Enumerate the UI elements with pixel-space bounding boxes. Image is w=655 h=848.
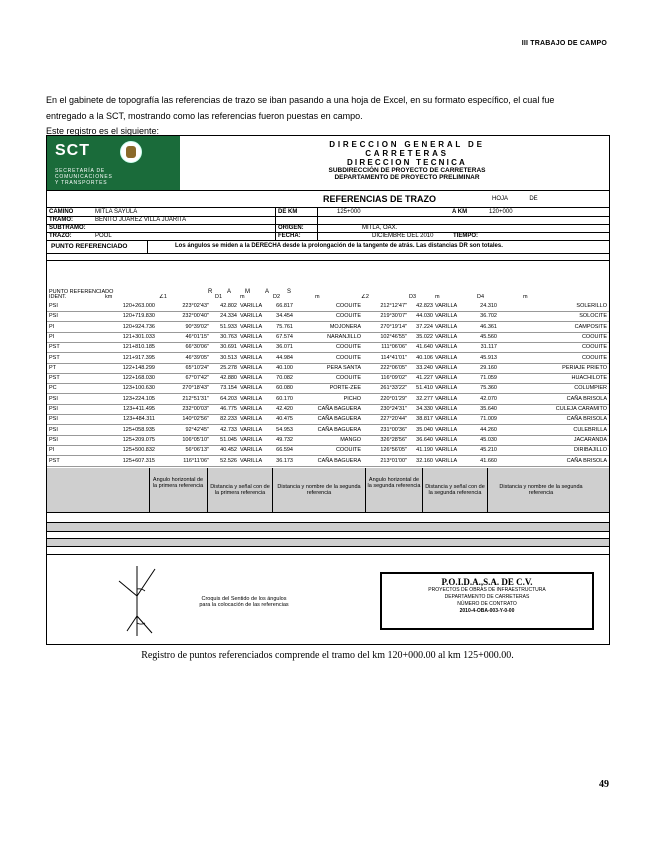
table-cell: VARILLA xyxy=(435,406,458,412)
akm-label: A KM xyxy=(452,209,468,215)
table-cell: 212°51'31" xyxy=(182,395,209,402)
table-cell: 126°56'05" xyxy=(380,447,407,454)
table-cell: 24.334 xyxy=(220,313,237,320)
subtramo-label: SUBTRAMO: xyxy=(49,225,86,231)
table-cell: 46.775 xyxy=(220,406,237,412)
table-cell: PSI xyxy=(49,426,58,433)
table-cell: 270°19'14" xyxy=(380,323,407,330)
col-head-r: R xyxy=(208,289,213,295)
table-cell: COOUITE xyxy=(581,333,607,340)
table-cell: 90°39'02" xyxy=(185,323,209,330)
table-cell: PERA SANTA xyxy=(326,364,361,371)
table-cell: 125+607.315 xyxy=(122,457,155,464)
camino-label: CAMINO xyxy=(49,209,74,215)
stamp-line-3: NÚMERO DE CONTRATO xyxy=(457,601,517,607)
table-cell: PSI xyxy=(49,406,58,412)
table-cell: HUACHILOTE xyxy=(571,375,607,382)
stamp-line-1: PROYECTOS DE OBRAS DE INFRAESTRUCTURA xyxy=(428,587,546,593)
table-cell: VARILLA xyxy=(240,395,263,402)
table-cell: COOUITE xyxy=(335,313,361,320)
table-cell: COOUITE xyxy=(581,344,607,351)
table-cell: VARILLA xyxy=(435,303,458,309)
table-cell: PI xyxy=(49,447,55,454)
table-cell: 25.278 xyxy=(220,364,237,371)
table-cell: 46°01'15" xyxy=(185,333,209,340)
table-row xyxy=(47,365,609,374)
table-cell: 45.560 xyxy=(480,333,497,340)
table-row xyxy=(47,324,609,333)
table-header-cell: m xyxy=(315,294,320,300)
table-cell: 42.070 xyxy=(480,395,497,402)
table-cell: NARANJILLO xyxy=(327,333,361,340)
sct-subtitle-line: Y TRANSPORTES xyxy=(55,180,108,186)
table-row xyxy=(47,355,609,364)
table-cell: PERIAJE PRIETO xyxy=(562,364,607,371)
table-cell: 232°00'40" xyxy=(182,313,209,320)
table-cell: 111°06'06" xyxy=(381,344,407,351)
table-cell: PST xyxy=(49,344,60,351)
table-cell: VARILLA xyxy=(435,333,458,340)
table-cell: VARILLA xyxy=(240,457,263,464)
table-header-cell: km xyxy=(105,294,113,300)
table-row xyxy=(47,427,609,436)
table-cell: 45.210 xyxy=(480,447,497,454)
company-stamp xyxy=(380,572,594,630)
table-cell: DIRIBAJILLO xyxy=(573,447,607,454)
sct-banner xyxy=(47,136,180,190)
table-cell: 219°30'07" xyxy=(380,313,407,320)
table-cell: CULEBRILLA xyxy=(573,426,607,433)
table-cell: VARILLA xyxy=(435,385,458,392)
sct-logo: SCT xyxy=(55,142,90,159)
table-cell: 32.160 xyxy=(416,457,433,464)
table-cell: PSI xyxy=(49,313,58,320)
table-cell: VARILLA xyxy=(240,344,263,351)
table-cell: COOUITE xyxy=(335,375,361,382)
table-cell: VARILLA xyxy=(435,375,458,382)
table-header-cell: D4 xyxy=(477,294,485,300)
table-cell: 40.452 xyxy=(220,447,237,454)
table-header-cell: D2 xyxy=(273,294,281,300)
table-row xyxy=(47,447,609,456)
table-cell: COOUITE xyxy=(581,354,607,361)
trazo-value: POOL xyxy=(95,233,112,239)
table-cell: 123+224.105 xyxy=(122,395,155,402)
table-header-cell: ∠1 xyxy=(159,294,167,300)
table-cell: 213°01'00" xyxy=(380,457,407,464)
camino-value: MITLA SAYULA xyxy=(95,209,138,215)
table-cell: 122+168.030 xyxy=(122,375,155,382)
table-header-cell: m xyxy=(240,294,245,300)
table-cell: 36.173 xyxy=(276,457,293,464)
table-cell: 54.953 xyxy=(276,426,293,433)
title-2: DIRECCION TECNICA xyxy=(346,158,468,167)
table-cell: 32.277 xyxy=(416,395,433,402)
table-cell: 51.410 xyxy=(416,385,433,392)
table-header-cell: D1 xyxy=(215,294,223,300)
angles-note: Los ángulos se miden a la DERECHA desde la prolongación de la tangente de atrás. Las distancias DR son totales. xyxy=(175,243,503,249)
table-cell: 326°28'56" xyxy=(380,436,407,443)
form-titles xyxy=(292,140,522,181)
table-cell: 42.880 xyxy=(220,375,237,382)
table-cell: 37.224 xyxy=(416,323,433,330)
table-cell: VARILLA xyxy=(435,395,458,402)
table-cell: COOUITE xyxy=(335,303,361,309)
table-cell: VARILLA xyxy=(240,354,263,361)
table-cell: 35.022 xyxy=(416,333,433,340)
table-cell: 73.154 xyxy=(220,385,237,392)
table-cell: 116°11'06" xyxy=(183,457,209,464)
table-cell: CAÑA BAGUERA xyxy=(317,457,361,464)
table-cell: VARILLA xyxy=(435,436,458,443)
table-cell: PST xyxy=(49,375,60,382)
table-cell: 41.640 xyxy=(416,344,433,351)
mexico-seal-icon xyxy=(120,141,142,163)
intro-line-2: entregado a la SCT, mostrando como las referencias fueron puestas en campo. xyxy=(46,110,363,121)
table-cell: 123+411.495 xyxy=(123,406,155,412)
table-cell: 92°42'45" xyxy=(185,426,209,433)
table-header-cell: m xyxy=(523,294,528,300)
table-cell: 49.732 xyxy=(276,436,293,443)
table-cell: 220°01'29" xyxy=(380,395,407,402)
table-cell: VARILLA xyxy=(435,457,458,464)
table-cell: CAÑA BAGUERA xyxy=(317,406,361,412)
table-cell: 45.913 xyxy=(480,354,497,361)
table-cell: 35.040 xyxy=(416,426,433,433)
table-cell: SOLOCITE xyxy=(579,313,607,320)
table-cell: 122+148.299 xyxy=(122,364,155,371)
table-cell: 34.454 xyxy=(276,313,293,320)
table-cell: PSI xyxy=(49,303,58,309)
table-cell: 45.030 xyxy=(480,436,497,443)
table-header-row xyxy=(47,294,609,302)
trazo-label: TRAZO: xyxy=(49,233,72,239)
table-cell: 40.100 xyxy=(276,364,293,371)
table-row xyxy=(47,406,609,415)
col-head-a2: A xyxy=(265,289,270,295)
table-header-cell: IDENT. xyxy=(49,294,67,300)
table-cell: 67°07'42" xyxy=(185,375,209,382)
table-cell: 125+500.832 xyxy=(122,447,155,454)
table-cell: 41.190 xyxy=(416,447,433,454)
table-cell: 212°12'47" xyxy=(380,303,407,309)
table-cell: CAÑA BRISOLA xyxy=(566,395,607,402)
hoja-field xyxy=(492,196,538,202)
table-cell: 232°00'03" xyxy=(182,406,209,412)
tramo-label: TRAMO: xyxy=(49,217,73,223)
table-cell: PSI xyxy=(49,436,58,443)
table-cell: VARILLA xyxy=(240,364,263,371)
table-row xyxy=(47,458,609,467)
table-cell: 125+209.075 xyxy=(122,436,155,443)
table-cell: VARILLA xyxy=(240,426,263,433)
table-cell: 36.702 xyxy=(480,313,497,320)
table-cell: VARILLA xyxy=(240,436,263,443)
caption-name-1: Distancia y nombre de la segunda referencia xyxy=(277,484,361,496)
table-row xyxy=(47,344,609,353)
table-cell: 270°18'43" xyxy=(182,385,209,392)
table-cell: 51.933 xyxy=(220,323,237,330)
origen-value: MITLA, OAX. xyxy=(362,225,398,231)
fecha-label: FECHA: xyxy=(278,233,301,239)
table-cell: 33.240 xyxy=(416,364,433,371)
table-row xyxy=(47,416,609,425)
punto-referenciado-label: PUNTO REFERENCIADO xyxy=(51,243,128,250)
table-cell: 38.817 xyxy=(416,416,433,423)
table-cell: VARILLA xyxy=(435,426,458,433)
table-cell: VARILLA xyxy=(240,385,263,392)
table-cell: VARILLA xyxy=(435,447,458,454)
table-cell: 261°33'22" xyxy=(380,385,407,392)
table-cell: VARILLA xyxy=(240,416,263,423)
table-cell: 36.640 xyxy=(416,436,433,443)
table-cell: 121+917.395 xyxy=(122,354,155,361)
table-cell: 31.117 xyxy=(480,344,497,351)
sketch-note-line-1: Croquis del Sentido de los ángulos xyxy=(201,596,287,602)
table-cell: VARILLA xyxy=(240,406,263,412)
table-cell: 102°46'55" xyxy=(380,333,407,340)
table-cell: 125+058.935 xyxy=(122,426,155,433)
table-cell: 44.030 xyxy=(416,313,433,320)
table-cell: PT xyxy=(49,364,57,371)
table-cell: VARILLA xyxy=(240,447,263,454)
table-cell: 30.691 xyxy=(220,344,237,351)
table-cell: VARILLA xyxy=(240,333,263,340)
caption-distance-1: Distancia y señal con de la primera referencia xyxy=(210,484,270,496)
table-cell: 46.361 xyxy=(480,323,497,330)
de-label: DE xyxy=(529,196,538,202)
caption-name-2: Distancia y nombre de la segunda referencia xyxy=(499,484,583,496)
caption-distance-2: Distancia y señal con de la segunda referencia xyxy=(425,484,485,496)
table-cell: 230°24'31" xyxy=(380,406,407,412)
table-cell: COOUITE xyxy=(335,354,361,361)
angle-sketch-diagram xyxy=(107,561,187,641)
sct-subtitle-line: COMUNICACIONES xyxy=(55,174,113,180)
table-row xyxy=(47,437,609,446)
table-cell: 70.082 xyxy=(276,375,293,382)
caption-angle-1: Angulo horizontal de la primera referencia xyxy=(152,477,204,489)
table-row xyxy=(47,396,609,405)
table-cell: 41.660 xyxy=(480,457,497,464)
table-cell: 223°02'43" xyxy=(182,303,209,309)
stamp-name: P.O.I.D.A.,S.A. DE C.V. xyxy=(441,577,533,587)
table-cell: 67.574 xyxy=(276,333,293,340)
table-cell: 42.420 xyxy=(276,406,293,412)
table-cell: 71.059 xyxy=(480,375,497,382)
table-cell: 82.233 xyxy=(220,416,237,423)
table-cell: 44.984 xyxy=(276,354,293,361)
figure-caption: Registro de puntos referenciados comprende el tramo del km 120+000.00 al km 125+000.00. xyxy=(141,650,514,661)
table-cell: SOLERILLO xyxy=(576,303,607,309)
sct-subtitle-line: SECRETARÍA DE xyxy=(55,168,106,174)
table-cell: VARILLA xyxy=(435,364,458,371)
table-cell: PST xyxy=(49,457,60,464)
table-cell: 121+810.185 xyxy=(122,344,155,351)
table-cell: 64.203 xyxy=(220,395,237,402)
reference-form xyxy=(46,135,610,645)
table-cell: VARILLA xyxy=(240,303,263,309)
table-cell: 120+263.000 xyxy=(122,303,155,309)
table-cell: 222°06'05" xyxy=(380,364,407,371)
tramo-value: BENITO JUAREZ VILLA JUARITA xyxy=(95,217,187,223)
stamp-line-4: 2010-4-OBA-003-Y-0-00 xyxy=(459,608,515,614)
table-cell: 40.106 xyxy=(416,354,433,361)
page-number: 49 xyxy=(599,779,609,790)
table-cell: 66.817 xyxy=(276,303,293,309)
fecha-value: DICIEMBRE DEL 2010 xyxy=(372,233,434,239)
dekm-label: DE KM xyxy=(278,209,298,215)
table-cell: 42.802 xyxy=(220,303,237,309)
table-cell: 30.763 xyxy=(220,333,237,340)
table-cell: PC xyxy=(49,385,57,392)
table-cell: PICHO xyxy=(343,395,361,402)
table-cell: VARILLA xyxy=(435,344,458,351)
table-cell: 34.330 xyxy=(416,406,433,412)
table-cell: 65°10'24" xyxy=(185,364,209,371)
table-cell: MANGO xyxy=(340,436,361,443)
table-cell: 29.160 xyxy=(480,364,497,371)
tiempo-label: TIEMPO: xyxy=(453,233,478,239)
table-cell: 60.170 xyxy=(276,395,293,402)
title-1: DIRECCION GENERAL DE CARRETERAS xyxy=(329,140,485,158)
table-cell: 52.526 xyxy=(220,457,237,464)
table-cell: 66.594 xyxy=(276,447,293,454)
table-row xyxy=(47,313,609,322)
table-row xyxy=(47,375,609,384)
table-cell: 36.071 xyxy=(276,344,293,351)
col-head-s: S xyxy=(287,289,292,295)
table-cell: 121+301.033 xyxy=(122,333,155,340)
table-cell: PST xyxy=(49,354,60,361)
table-cell: VARILLA xyxy=(435,354,458,361)
table-cell: CAMPOSITE xyxy=(574,323,607,330)
table-header-cell: ∠2 xyxy=(361,294,369,300)
table-cell: 41.227 xyxy=(416,375,433,382)
hoja-label: HOJA xyxy=(492,196,508,202)
table-cell: 60.080 xyxy=(276,385,293,392)
sketch-note xyxy=(189,596,299,608)
table-cell: 42.823 xyxy=(416,303,433,309)
origen-label: ORIGEN: xyxy=(278,225,304,231)
table-cell: CAÑA BRISOLA xyxy=(566,416,607,423)
col-head-a: A xyxy=(227,289,232,295)
table-row xyxy=(47,385,609,394)
table-cell: 123+484.311 xyxy=(123,416,155,423)
title-3: SUBDIRECCIÓN DE PROYECTO DE CARRETERAS xyxy=(328,167,486,174)
table-cell: 51.045 xyxy=(220,436,237,443)
sketch-note-line-2: para la colocación de las referencias xyxy=(199,602,289,608)
table-cell: 75.360 xyxy=(480,385,497,392)
table-cell: COOUITE xyxy=(335,447,361,454)
table-cell: CULEJA CARAMITO xyxy=(555,406,607,412)
table-row xyxy=(47,303,609,312)
table-cell: PSI xyxy=(49,395,58,402)
table-cell: 231°00'36" xyxy=(380,426,407,433)
table-cell: VARILLA xyxy=(435,416,458,423)
table-cell: 46°39'05" xyxy=(185,354,209,361)
sct-subtitle xyxy=(55,168,113,186)
table-cell: 42.733 xyxy=(220,426,237,433)
table-cell: 123+100.630 xyxy=(122,385,155,392)
akm-value: 120+000 xyxy=(489,209,513,215)
table-cell: 227°20'44" xyxy=(380,416,407,423)
table-cell: 120+719.830 xyxy=(122,313,155,320)
table-cell: 106°05'10" xyxy=(182,436,209,443)
table-cell: PORTE-ZEE xyxy=(329,385,361,392)
ref-title: REFERENCIAS DE TRAZO xyxy=(323,194,437,204)
title-4: DEPARTAMENTO DE PROYECTO PRELIMINAR xyxy=(334,174,480,181)
table-cell: 75.761 xyxy=(276,323,293,330)
table-cell: VARILLA xyxy=(435,313,458,320)
table-cell: CAÑA BAGUERA xyxy=(317,426,361,433)
table-cell: 35.640 xyxy=(480,406,497,412)
intro-text xyxy=(46,93,612,140)
table-row xyxy=(47,334,609,343)
table-cell: CAÑA BRISOLA xyxy=(566,457,607,464)
table-cell: PI xyxy=(49,333,55,340)
table-cell: PI xyxy=(49,323,55,330)
table-cell: 114°41'01" xyxy=(380,354,407,361)
table-cell: JACARANDA xyxy=(573,436,607,443)
table-cell: 116°09'02" xyxy=(380,375,407,382)
table-cell: 40.475 xyxy=(276,416,293,423)
table-header-cell: m xyxy=(435,294,440,300)
col-head-m: M xyxy=(245,289,250,295)
table-header-cell: D3 xyxy=(409,294,417,300)
table-cell: 66°30'06" xyxy=(185,344,209,351)
table-cell: 44.260 xyxy=(480,426,497,433)
table-cell: CAÑA BAGUERA xyxy=(317,416,361,423)
table-cell: 30.513 xyxy=(220,354,237,361)
table-cell: 56°06'13" xyxy=(185,447,209,454)
caption-angle-2: Angulo horizontal de la segunda referencia xyxy=(367,477,421,489)
intro-line-3: Este registro es el siguiente: xyxy=(46,126,160,136)
intro-line-1: En el gabinete de topografía las referencias de trazo se iban pasando a una hoja de Excel, en su formato específico, el cual fue xyxy=(46,95,555,105)
table-cell: 120+924.736 xyxy=(122,323,155,330)
table-cell: MOJONERA xyxy=(329,323,361,330)
table-cell: PSI xyxy=(49,416,58,423)
table-cell: 24.310 xyxy=(480,303,497,309)
col-head-pr: PUNTO REFERENCIADO xyxy=(49,289,114,295)
table-cell: COLUMPIER xyxy=(574,385,607,392)
table-cell: VARILLA xyxy=(240,313,263,320)
table-cell: COOUITE xyxy=(335,344,361,351)
table-cell: 71.009 xyxy=(480,416,497,423)
section-header: III TRABAJO DE CAMPO xyxy=(521,40,607,47)
table-cell: VARILLA xyxy=(240,323,263,330)
table-cell: VARILLA xyxy=(240,375,263,382)
table-cell: 140°02'56" xyxy=(182,416,209,423)
table-cell: VARILLA xyxy=(435,323,458,330)
stamp-line-2: DEPARTAMENTO DE CARRETERAS xyxy=(444,594,530,600)
dekm-value: 125+000 xyxy=(337,209,361,215)
